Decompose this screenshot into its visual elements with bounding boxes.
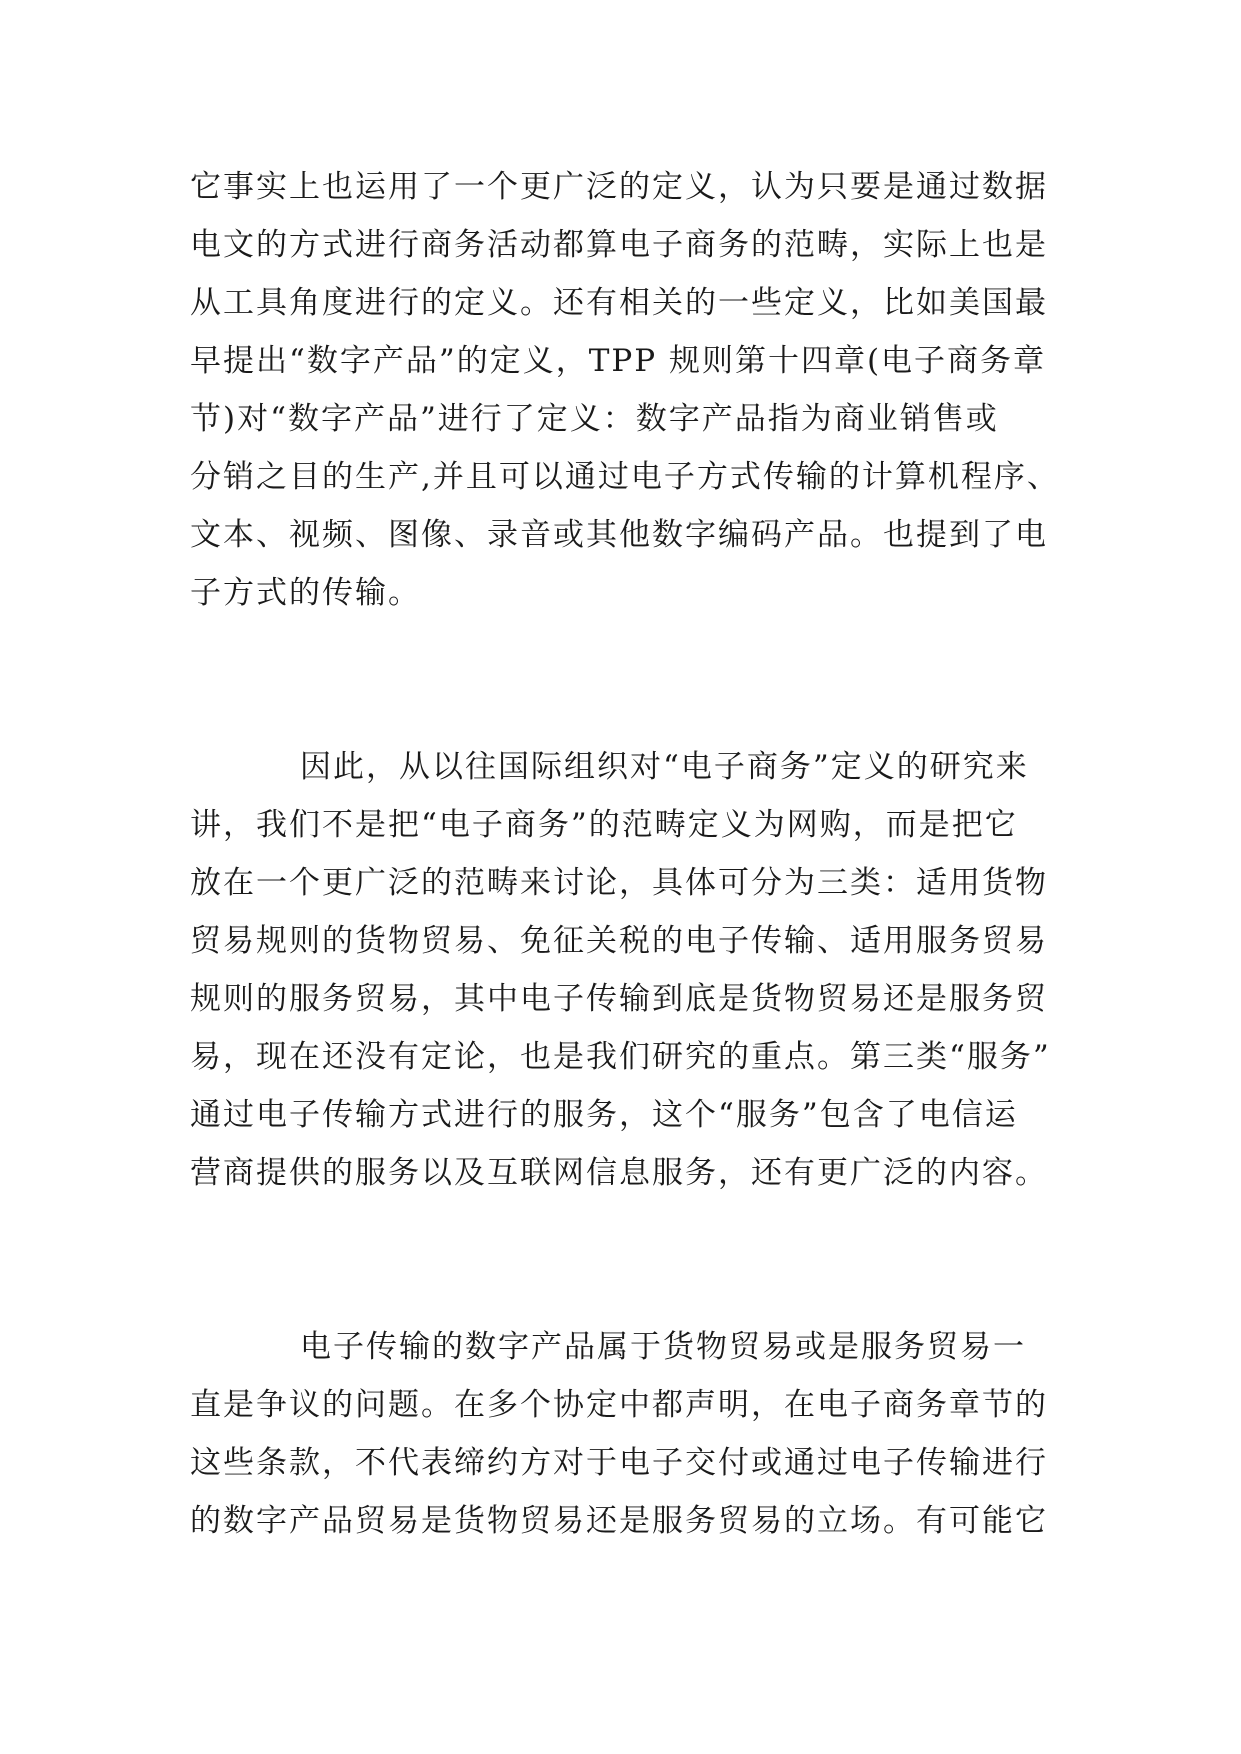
text-line: 子方式的传输。 <box>190 575 421 611</box>
text-line: 规则的服务贸易，其中电子传输到底是货物贸易还是服务贸 <box>190 981 1048 1017</box>
text-line: 的数字产品贸易是货物贸易还是服务贸易的立场。有可能它 <box>190 1503 1048 1539</box>
paragraph-trade-classification-dispute <box>190 1318 1070 1550</box>
text-line: 营商提供的服务以及互联网信息服务，还有更广泛的内容。 <box>190 1155 1048 1191</box>
text-line: 电文的方式进行商务活动都算电子商务的范畴，实际上也是 <box>190 227 1048 263</box>
text-line: 它事实上也运用了一个更广泛的定义，认为只要是通过数据 <box>190 169 1048 205</box>
paragraph-digital-product-definition <box>190 158 1070 622</box>
text-line: 从工具角度进行的定义。还有相关的一些定义，比如美国最 <box>190 285 1048 321</box>
text-line: 早提出“数字产品”的定义，TPP 规则第十四章(电子商务章 <box>190 343 1047 379</box>
text-line: 直是争议的问题。在多个协定中都声明，在电子商务章节的 <box>190 1387 1048 1423</box>
text-line: 文本、视频、图像、录音或其他数字编码产品。也提到了电 <box>190 517 1048 553</box>
text-line: 节)对“数字产品”进行了定义：数字产品指为商业销售或 <box>190 401 999 437</box>
text-line: 电子传输的数字产品属于货物贸易或是服务贸易一 <box>300 1329 1026 1365</box>
text-line: 分销之目的生产,并且可以通过电子方式传输的计算机程序、 <box>190 459 1060 495</box>
paragraph-ecommerce-scope <box>190 738 1070 1202</box>
text-line: 易，现在还没有定论，也是我们研究的重点。第三类“服务” <box>190 1039 1051 1075</box>
text-line: 因此，从以往国际组织对“电子商务”定义的研究来 <box>300 749 1029 785</box>
text-line: 贸易规则的货物贸易、免征关税的电子传输、适用服务贸易 <box>190 923 1048 959</box>
text-line: 通过电子传输方式进行的服务，这个“服务”包含了电信运 <box>190 1097 1018 1133</box>
text-line: 讲，我们不是把“电子商务”的范畴定义为网购，而是把它 <box>190 807 1018 843</box>
text-line: 放在一个更广泛的范畴来讨论，具体可分为三类：适用货物 <box>190 865 1048 901</box>
text-line: 这些条款，不代表缔约方对于电子交付或通过电子传输进行 <box>190 1445 1048 1481</box>
